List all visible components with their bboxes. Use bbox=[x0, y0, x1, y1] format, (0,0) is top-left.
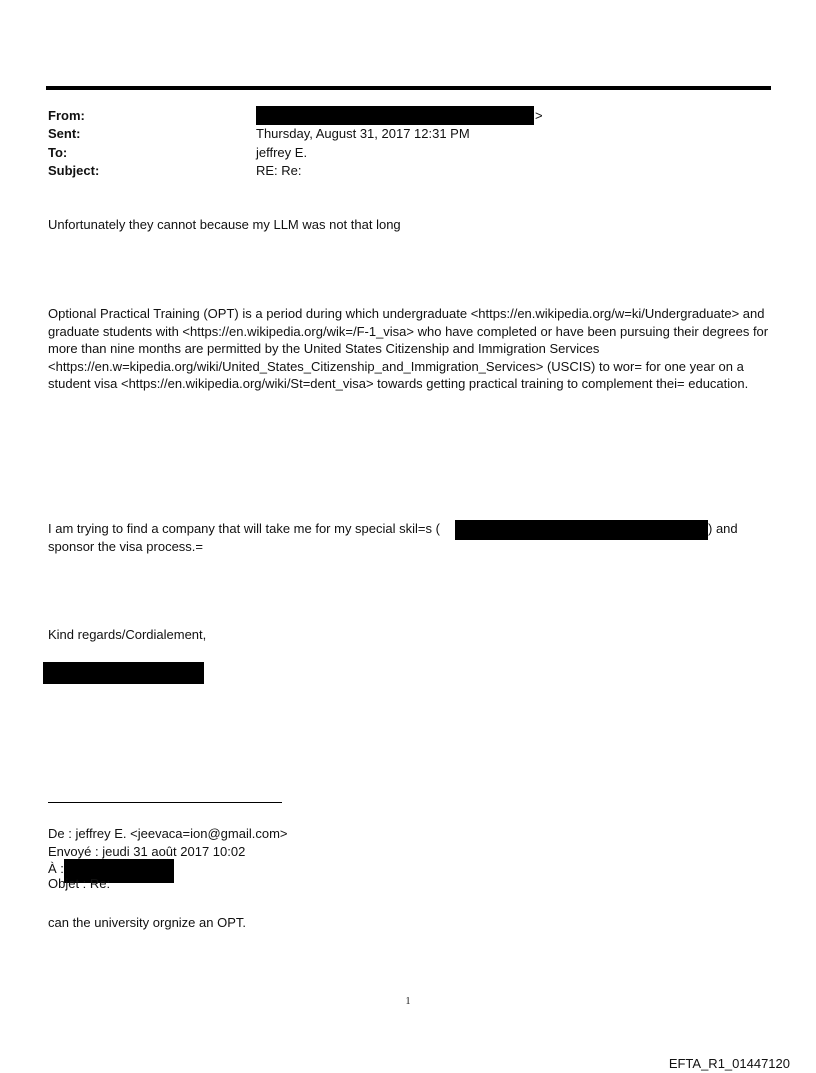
quoted-to-label: À : bbox=[48, 861, 64, 876]
subject-label: Subject: bbox=[48, 163, 100, 178]
body-paragraph-3-end: sponsor the visa process.= bbox=[48, 539, 203, 554]
quoted-subject: Objet : Re: bbox=[48, 876, 111, 891]
body-paragraph-3-start: I am trying to find a company that will take me for my special skil=s ( bbox=[48, 521, 440, 536]
from-label: From: bbox=[48, 108, 85, 123]
sent-label: Sent: bbox=[48, 126, 81, 141]
subject-value: RE: Re: bbox=[256, 163, 302, 178]
sent-value: Thursday, August 31, 2017 12:31 PM bbox=[256, 126, 470, 141]
redaction-from bbox=[256, 106, 534, 125]
page-number: 1 bbox=[405, 996, 411, 1007]
document-id: EFTA_R1_01447120 bbox=[668, 1056, 790, 1071]
closing: Kind regards/Cordialement, bbox=[48, 627, 207, 642]
redaction-signature bbox=[43, 662, 204, 684]
body-paragraph-1: Unfortunately they cannot because my LLM was not that long bbox=[48, 217, 401, 232]
from-value-tail: > bbox=[535, 108, 543, 123]
quote-separator bbox=[48, 802, 282, 803]
header-rule bbox=[46, 86, 771, 90]
quoted-from: De : jeffrey E. <jeevaca=ion@gmail.com> bbox=[48, 826, 288, 841]
body-paragraph-opt: Optional Practical Training (OPT) is a period during which undergraduate <https://en.wikipedia.org/w=ki/Undergraduate> and graduate students with <https://en.wikipedia.org/wik=/F-1_visa> who have completed or have been pursuing their degrees for more than nine months are permitted by the United States Citizenship and Immigration Services <https://en.w=kipedia.org/wiki/United_States_Citizenship_and_Immigration_Services> (USCIS) to wor= for one year on a student visa <https://en.wikipedia.org/wiki/St=dent_visa> towards getting practical training to complement thei= education. bbox=[48, 306, 769, 391]
body-paragraph-3-mid: ) and bbox=[708, 521, 738, 536]
quoted-message: can the university orgnize an OPT. bbox=[48, 915, 246, 930]
to-label: To: bbox=[48, 145, 68, 160]
to-value: jeffrey E. bbox=[256, 145, 308, 160]
redaction-skills bbox=[455, 520, 708, 540]
quoted-sent: Envoyé : jeudi 31 août 2017 10:02 bbox=[48, 844, 246, 859]
